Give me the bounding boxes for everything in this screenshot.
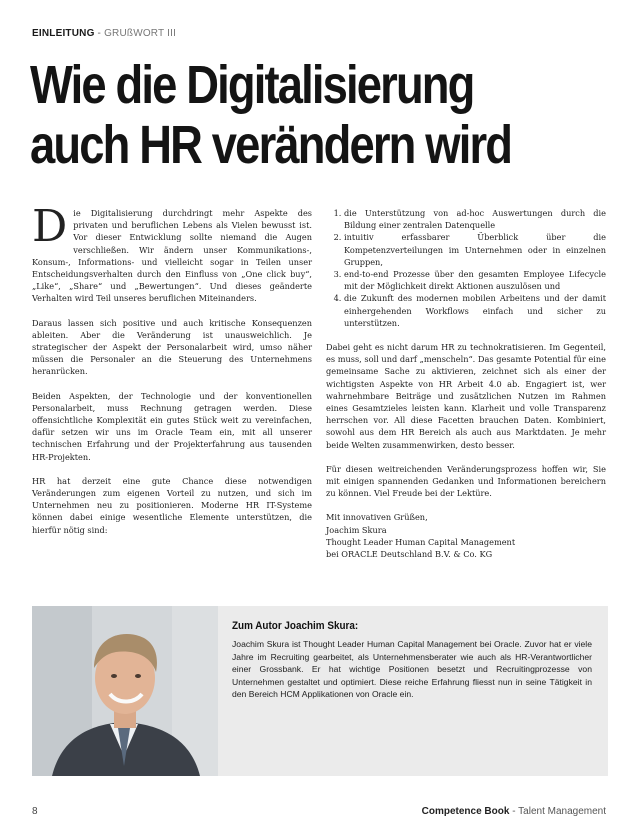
footer-topic: Talent Management xyxy=(518,806,606,817)
signature-greeting: Mit innovativen Grüßen, xyxy=(326,512,428,523)
left-column xyxy=(32,201,312,548)
paragraph-consequences: Daraus lassen sich positive und auch kritische Konsequenzen ableiten. Aber die Veränderung ist unausweichlich. Je strategischer der Aspekt der Personalarbeit wird, umso näher müssen die Personaler an die Steuerung des Unternehmens heranrücken. xyxy=(32,317,312,377)
element-list xyxy=(326,207,606,329)
drop-cap: D xyxy=(32,201,68,252)
paragraph-technology: Beiden Aspekten, der Technologie und der konventionellen Personalarbeit, muss Rechnung getragen werden. Diese offensichtliche Komplexität ein gutes Stück weit zu vereinfachen, dafür setzen wir uns im Oracle Team ein, mit all unserer technischen Erfahrung und der Projekterfahrung aus tausenden HR-Projekten. xyxy=(32,390,312,462)
author-heading: Zum Autor Joachim Skura: xyxy=(232,620,359,632)
author-bio: Joachim Skura ist Thought Leader Human Capital Management bei Oracle. Zuvor hat er viele Jahre im Recruiting gearbeitet, als Unternehmensberater wie auch als HR-Verantwortlicher einer Grossbank. Er hat wichtige Positionen besetzt und Recruitingprozesse von Unternehmen gestaltet und optimiert. Diese reiche Erfahrung fliesst nun in seine Tätigkeit in den Bereich HCM Applikationen von Oracle ein. xyxy=(232,639,592,700)
footer-book-title: Competence Book xyxy=(421,806,510,817)
signature-role: Thought Leader Human Capital Management xyxy=(326,536,516,547)
intro-paragraph xyxy=(32,201,312,305)
title-line-2: auch HR verändern wird xyxy=(30,115,512,175)
author-box xyxy=(32,606,608,776)
list-item: 3. end-to-end Prozesse über den gesamten Employee Lifecycle mit der Möglichkeit direkt Aktionen auszulösen und xyxy=(344,268,606,292)
right-column xyxy=(326,207,606,560)
signature-name: Joachim Skura xyxy=(326,524,387,535)
section-label: EINLEITUNG xyxy=(32,28,95,39)
paragraph-human: Dabei geht es nicht darum HR zu technokratisieren. Im Gegenteil, es muss, soll und darf „menscheln“. Das gesamte Potential für eine gemeinsame Sache zu aktivieren, zeichnet sich als einer der wichtigsten Aspekte von HR Arbeit 4.0 ab. Engagiert ist, wer wahrnehmbare Beiträge und zusätzlichen Nutzen im Rahmen eines Gesamtzieles leisten kann. Klarheit und volle Transparenz herrschen vor. All diese Facetten brauchen Daten. Kombiniert, sowohl aus dem HR Bereich als auch aus Marktdaten. Je mehr beide Welten zusammenwirken, desto besser. xyxy=(326,342,606,450)
list-item: 4. die Zukunft des modernen mobilen Arbeitens und der damit einhergehenden Workflows einfach und sicher zu unterstützen. xyxy=(344,292,606,329)
author-text xyxy=(232,620,592,700)
section-tag xyxy=(32,28,176,39)
subsection-label: GRUßWORT III xyxy=(104,28,177,39)
author-portrait-image xyxy=(32,606,218,776)
intro-text: ie Digitalisierung durchdringt mehr Aspekte des privaten und beruflichen Lebens als Vielen bewusst ist. Vor dieser Entwicklung sollte niemand die Augen verschließen. Wir ändern unser Kommunikations-, Konsum-, Informations- und vielleicht sogar in Teilen unser Entscheidungsverhalten durch den Einfluss von „One click buy“, „Like“, „Share“ und „Bewertungen“. Und dieses geänderte Verhalten wird Teil unseres beruflichen Miteinanders. xyxy=(32,208,312,304)
paragraph-opportunity: HR hat derzeit eine gute Chance diese notwendigen Veränderungen zum eigenen Vorteil zu nutzen, und sich im Unternehmen neu zu positionieren. Moderne HR IT-Systeme können dabei einige wesentliche Elemente unterstützen, die hierfür nötig sind: xyxy=(32,475,312,535)
list-item: 2. intuitiv erfassbarer Überblick über die Kompetenzverteilungen im Unternehmen oder in einzelnen Gruppen, xyxy=(344,231,606,268)
list-item: 1. die Unterstützung von ad-hoc Auswertungen durch die Bildung einer zentralen Datenquelle xyxy=(344,207,606,231)
page-title xyxy=(30,55,526,175)
paragraph-closing: Für diesen weitreichenden Veränderungsprozess hoffen wir, Sie mit einigen spannenden Gedanken und Informationen bereichern zu können. Viel Freude bei der Lektüre. xyxy=(326,463,606,499)
signature-block xyxy=(326,511,606,560)
title-line-1: Wie die Digitalisierung xyxy=(30,55,474,115)
page-number: 8 xyxy=(32,806,38,817)
footer-publication xyxy=(422,806,606,817)
signature-company: bei ORACLE Deutschland B.V. & Co. KG xyxy=(326,549,493,560)
author-photo xyxy=(32,606,218,776)
footer-separator: - xyxy=(509,806,519,817)
section-separator: - xyxy=(94,28,105,39)
